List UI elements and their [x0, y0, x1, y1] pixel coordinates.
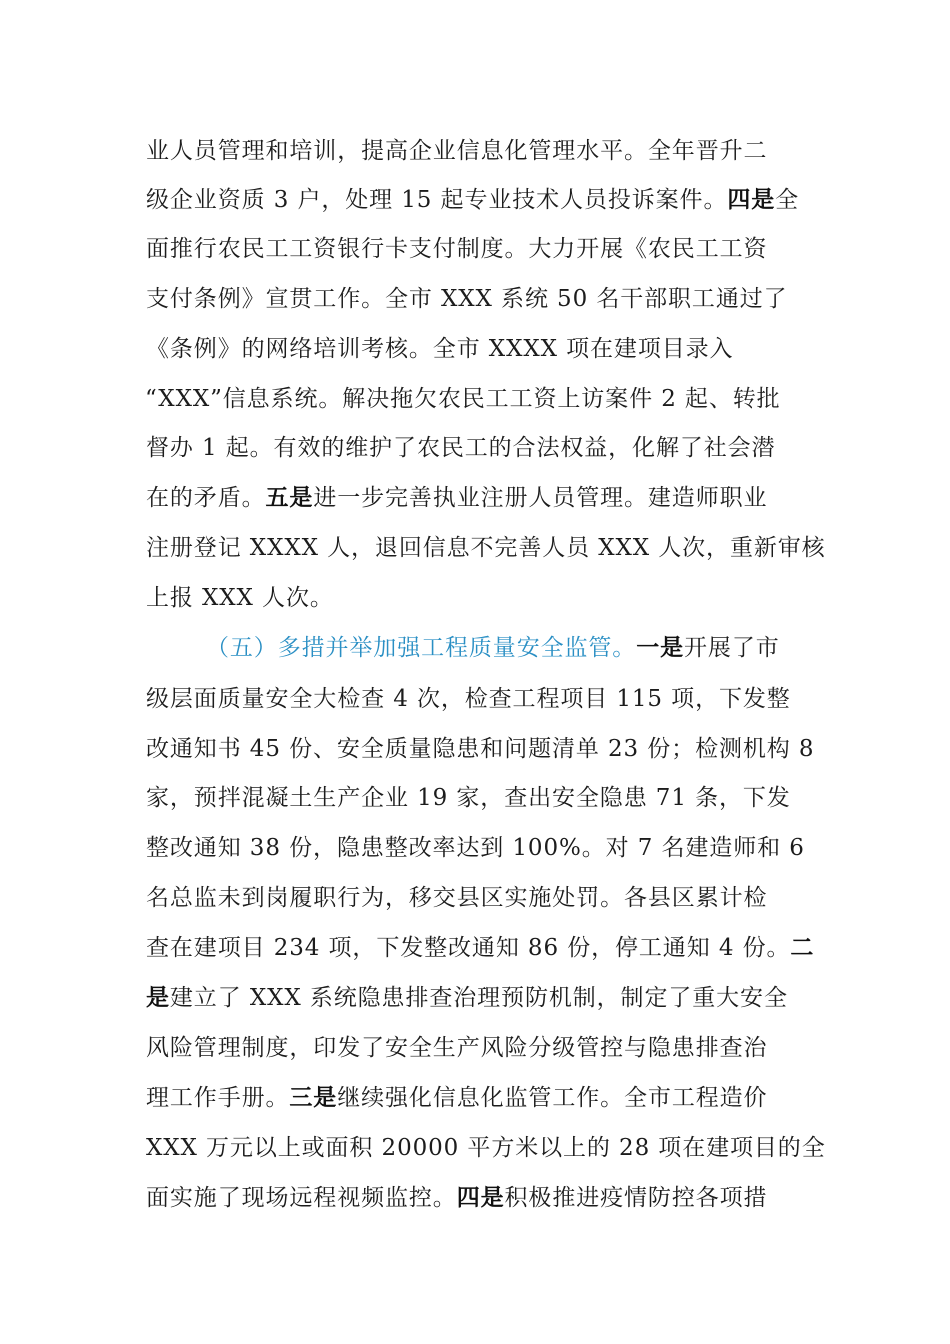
text-line	[146, 933, 814, 963]
text-segment: 支付条例》宣贯工作。全市 XXX 系统 50 名干部职工通过了	[146, 286, 788, 312]
text-segment: 级企业资质 3 户，处理 15 起专业技术人员投诉案件。	[146, 187, 728, 213]
text-segment: 面实施了现场远程视频监控。	[146, 1185, 457, 1211]
text-segment: 注册登记 XXXX 人，退回信息不完善人员 XXX 人次，重新审核	[146, 535, 826, 561]
text-segment: “XXX”信息系统。解决拖欠农民工工资上访案件 2 起、转批	[145, 386, 781, 412]
text-line	[146, 234, 767, 264]
text-segment: 名总监未到岗履职行为，移交县区实施处罚。各县区累计检	[146, 885, 768, 911]
text-segment: 上报 XXX 人次。	[146, 585, 334, 611]
text-line	[146, 136, 767, 166]
text-line	[146, 1083, 767, 1113]
section-heading: （五）多措并举加强工程质量安全监管。	[206, 635, 637, 661]
bold-text: 五是	[265, 484, 314, 511]
text-line	[146, 185, 799, 215]
bold-text: 四是	[727, 186, 776, 213]
text-line	[206, 633, 780, 663]
text-segment: 级层面质量安全大检查 4 次，检查工程项目 115 项，下发整	[146, 686, 791, 712]
text-segment: 《条例》的网络培训考核。全市 XXXX 项在建项目录入	[146, 336, 734, 362]
text-segment: 进一步完善执业注册人员管理。建造师职业	[313, 485, 768, 511]
text-segment: 在的矛盾。	[146, 485, 266, 511]
text-line	[146, 533, 826, 563]
text-line	[146, 1183, 767, 1213]
text-segment: 建立了 XXX 系统隐患排查治理预防机制，制定了重大安全	[169, 985, 788, 1011]
text-segment: 督办 1 起。有效的维护了农民工的合法权益，化解了社会潜	[146, 435, 776, 461]
text-line	[146, 284, 788, 314]
bold-text: 二	[790, 934, 815, 961]
text-segment: 积极推进疫情防控各项措	[504, 1185, 768, 1211]
text-line	[146, 483, 767, 513]
text-line	[146, 684, 791, 714]
bold-text: 一是	[636, 634, 685, 661]
text-line	[146, 334, 733, 364]
text-line	[146, 1133, 826, 1163]
text-line	[146, 783, 791, 813]
text-line	[146, 1033, 767, 1063]
text-segment: XXX 万元以上或面积 20000 平方米以上的 28 项在建项目的全	[146, 1135, 826, 1161]
text-segment: 整改通知 38 份，隐患整改率达到 100%。对 7 名建造师和 6	[146, 835, 805, 861]
text-segment: 面推行农民工工资银行卡支付制度。大力开展《农民工工资	[146, 236, 768, 262]
bold-text: 三是	[289, 1084, 338, 1111]
text-line	[146, 833, 805, 863]
text-segment: 开展了市	[684, 635, 780, 661]
text-segment: 继续强化信息化监管工作。全市工程造价	[337, 1085, 768, 1111]
text-segment: 业人员管理和培训，提高企业信息化管理水平。全年晋升二	[146, 138, 768, 164]
text-line	[145, 384, 781, 414]
text-line	[146, 583, 334, 613]
text-line	[146, 883, 767, 913]
text-segment: 查在建项目 234 项，下发整改通知 86 份，停工通知 4 份。	[146, 935, 791, 961]
text-line	[146, 734, 814, 764]
text-segment: 改通知书 45 份、安全质量隐患和问题清单 23 份；检测机构 8	[146, 736, 815, 762]
bold-text: 四是	[456, 1184, 505, 1211]
text-line	[146, 983, 788, 1013]
text-line	[146, 433, 775, 463]
bold-text: 是	[146, 984, 170, 1011]
text-segment: 风险管理制度，印发了安全生产风险分级管控与隐患排查治	[146, 1035, 768, 1061]
text-segment: 理工作手册。	[146, 1085, 290, 1111]
text-segment: 家，预拌混凝土生产企业 19 家，查出安全隐患 71 条，下发	[146, 785, 791, 811]
text-segment: 全	[775, 187, 800, 213]
